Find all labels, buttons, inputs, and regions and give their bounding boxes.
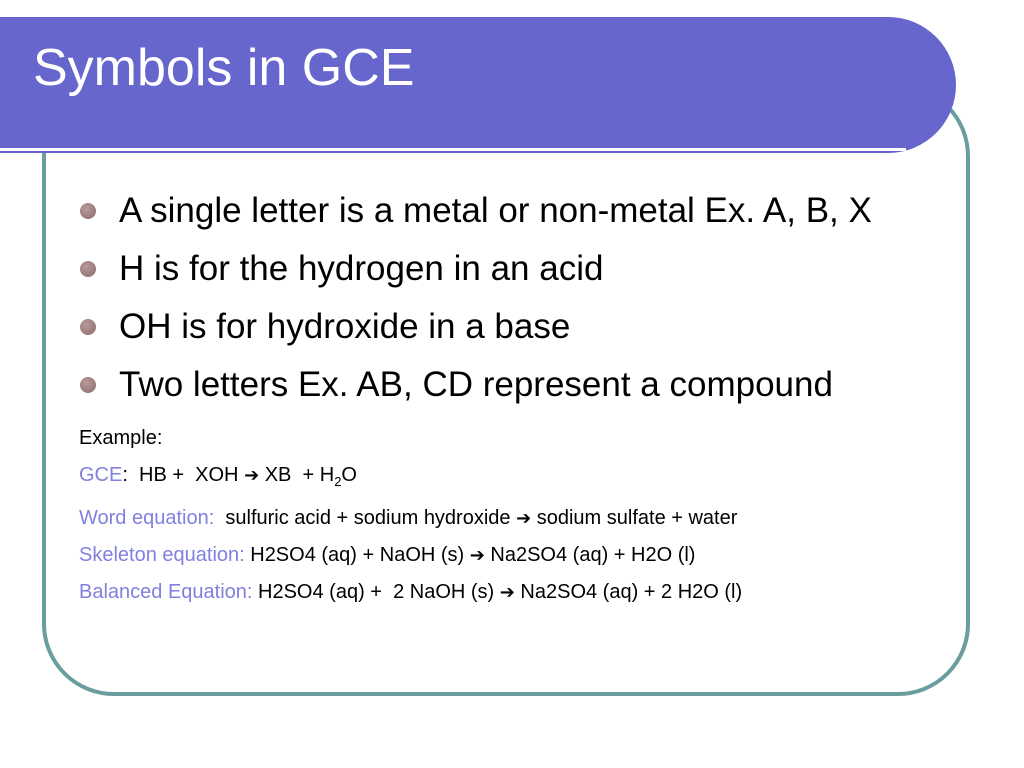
bullet-icon bbox=[80, 261, 96, 277]
word-equation-line bbox=[79, 500, 956, 537]
arrow-right-icon: ➔ bbox=[469, 545, 485, 566]
gce-subscript: 2 bbox=[334, 474, 342, 489]
bullet-item bbox=[76, 362, 956, 407]
skeleton-equation-line bbox=[79, 537, 956, 574]
balanced-equation-label: Balanced Equation: bbox=[79, 581, 253, 603]
title-underline bbox=[0, 148, 906, 151]
bullet-icon bbox=[80, 377, 96, 393]
bullet-text: OH is for hydroxide in a base bbox=[119, 307, 571, 346]
bullet-item bbox=[76, 304, 956, 349]
slide-title: Symbols in GCE bbox=[33, 39, 415, 97]
skeleton-equation-products: Na2SO4 (aq) + H2O (l) bbox=[484, 544, 696, 566]
bullet-text: A single letter is a metal or non-metal Ex. A, B, X bbox=[119, 191, 872, 230]
bullet-text: H is for the hydrogen in an acid bbox=[119, 249, 604, 288]
gce-reactants: HB + XOH bbox=[127, 464, 245, 486]
skeleton-equation-label: Skeleton equation: bbox=[79, 544, 245, 566]
bullet-text: Two letters Ex. AB, CD represent a compound bbox=[119, 365, 833, 404]
balanced-equation-line bbox=[79, 574, 956, 611]
bullet-icon bbox=[80, 203, 96, 219]
bullet-item bbox=[76, 246, 956, 291]
example-label: Example: bbox=[79, 427, 163, 449]
arrow-right-icon: ➔ bbox=[516, 508, 532, 529]
gce-colon: : bbox=[122, 464, 128, 486]
arrow-right-icon: ➔ bbox=[499, 582, 515, 603]
bullet-item bbox=[76, 188, 956, 233]
word-equation-reactants: sulfuric acid + sodium hydroxide bbox=[214, 507, 517, 529]
bullet-list bbox=[76, 188, 956, 407]
slide-content bbox=[76, 188, 956, 611]
gce-label: GCE bbox=[79, 464, 123, 486]
word-equation-label: Word equation: bbox=[79, 507, 215, 529]
word-equation-products: sodium sulfate + water bbox=[531, 507, 738, 529]
example-lines bbox=[76, 420, 956, 611]
balanced-equation-products: Na2SO4 (aq) + 2 H2O (l) bbox=[514, 581, 743, 603]
gce-line bbox=[79, 457, 956, 500]
gce-products-end: O bbox=[341, 464, 357, 486]
arrow-right-icon: ➔ bbox=[244, 465, 260, 486]
balanced-equation-reactants: H2SO4 (aq) + 2 NaOH (s) bbox=[252, 581, 500, 603]
gce-products: XB + H bbox=[259, 464, 335, 486]
bullet-icon bbox=[80, 319, 96, 335]
skeleton-equation-reactants: H2SO4 (aq) + NaOH (s) bbox=[244, 544, 470, 566]
